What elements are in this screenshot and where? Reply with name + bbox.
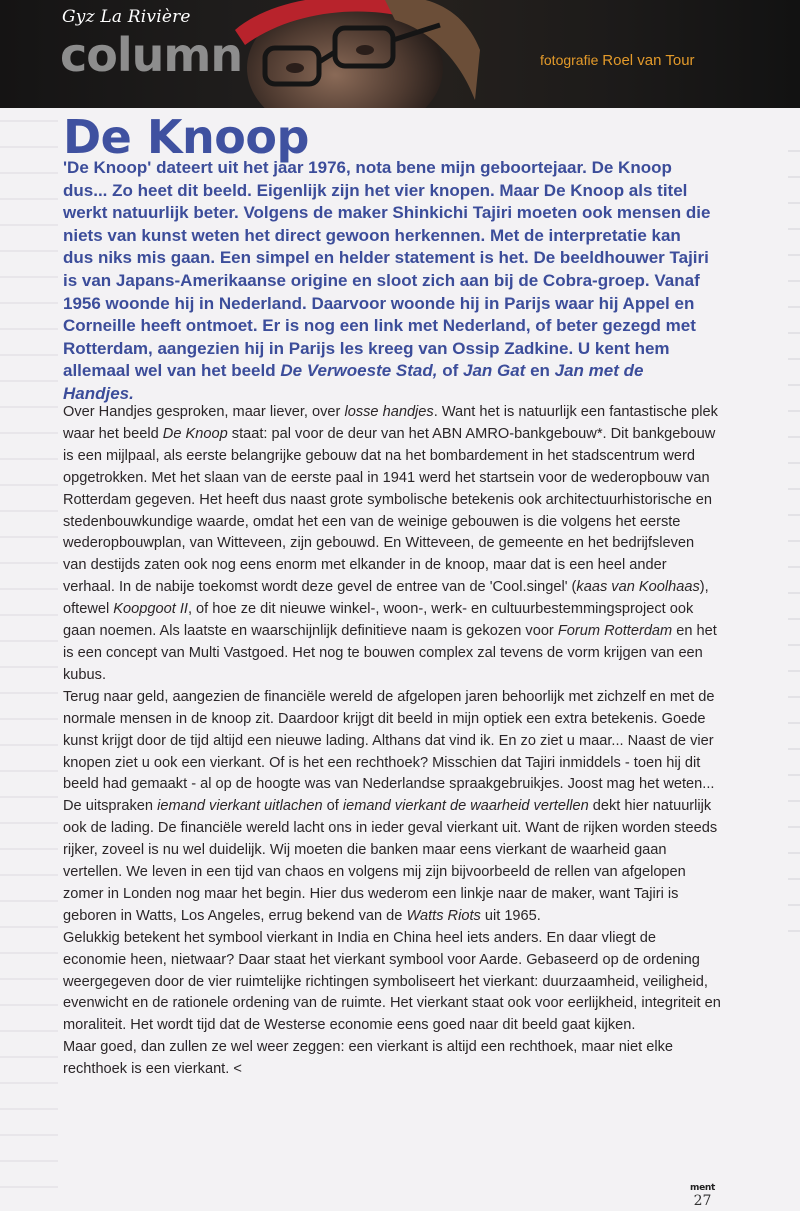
body-italic: iemand vierkant de waarheid vertellen (342, 798, 589, 815)
intro-italic: Jan met de Handjes. (63, 361, 644, 403)
body-paragraph (63, 796, 721, 927)
body-text: uit 1965. (480, 907, 541, 924)
body-text: dekt hier natuurlijk ook de lading. De financiële wereld lacht ons in ieder geval vierkant uit. Want de rijken worden steeds rijker, zoveel is nu wel duidelijk. Wij moeten die banken maar eens vierkant de waarheid gaan vertellen. We leven in een tijd van chaos en volgens mij zijn bijvoorbeeld de rellen van afgelopen zomer in Londen nog maar het begin. Hier dus wederom een linkje naar de maker, want Tajiri is geboren in Watts, Los Angeles, errug bekend van de (63, 798, 718, 924)
body-italic: De Knoop (162, 425, 228, 442)
body-paragraph: Gelukkig betekent het symbool vierkant in India en China heel iets anders. En daar vliegt de economie heen, nietwaar? Daar staat het vierkant symbool voor Aarde. Gebaseerd op de ordening weergegeven door de vier ruimtelijke richtingen symboliseert het vierkant: duurzaamheid, veiligheid, evenwicht en de rationele ordening van de ruimte. Het vierkant staat ook voor eerlijkheid, integriteit en moraliteit. Het wordt tijd dat de Westerse economie eens goed naar dit beeld gaat kijken. (63, 929, 721, 1034)
body-text: staat: pal voor de deur van het ABN AMRO-bankgebouw*. Dit bankgebouw is een mijlpaal, als eerste belangrijke gebouw dat na het bombardement in het stadscentrum werd opgetrokken. Met het slaan van de eerste paal in 1941 werd het startsein voor de wederopbouw van Rotterdam gegeven. Het heeft dus naast grote symbolische betekenis ook architectuurhistorische en stedenbouwkundige waarde, omdat het een van de weinige gebouwen is die volgens het eerste wederopbouwplan, van Witteveen, zijn gebouwd. En Witteveen, de gemeente en het bedrijfsleven van destijds zaten ook nog eens enorm met elkander in de knoop, maar dat is een heel ander verhaal. In de nabije toekomst wordt deze gevel de entree van de 'Cool.singel' ( (63, 425, 716, 596)
page-folio (690, 1184, 715, 1208)
body-italic: Forum Rotterdam (557, 623, 673, 640)
intro-text: en (525, 361, 555, 381)
page-number: 27 (693, 1193, 712, 1209)
portrait-photo-icon (225, 0, 485, 108)
photographer-name: Roel van Tour (602, 52, 695, 69)
body-text: De uitspraken (63, 798, 158, 815)
column-header (0, 0, 800, 108)
article-intro (63, 157, 713, 406)
body-paragraph: Maar goed, dan zullen ze wel weer zeggen: een vierkant is altijd een rechthoek, maar niet elke rechthoek is een vierkant. < (63, 1039, 674, 1078)
body-italic: losse handjes (344, 404, 434, 420)
body-paragraph (63, 402, 721, 687)
body-italic: Koopgoot II (113, 601, 188, 618)
body-italic: Watts Riots (406, 907, 481, 924)
body-paragraph: Terug naar geld, aangezien de financiële wereld de afgelopen jaren behoorlijk met zichzelf en met de normale mensen in de knoop zit. Daardoor krijgt dit beeld in mijn optiek een extra betekenis. Goede kunst krijgt door de tijd altijd een nieuwe lading. Althans dat vind ik. En zo ziet u maar... Naast de vier knopen ziet u ook een vierkant. Of is het een rechthoek? Misschien dat Tajiri inmiddels - toen hij dit beeld had gemaakt - al op de hoogte was van Nederlandse spraakgebruikjes. Joost mag het weten... (63, 688, 715, 793)
photo-credit-prefix: fotografie (540, 52, 599, 68)
article-body (63, 402, 721, 1081)
section-label: column (60, 28, 243, 82)
body-text: . Want het is natuurlijk een fantastische plek waar het beeld (63, 404, 718, 442)
body-text: en het is een concept van Multi Vastgoed. Het nog te bouwen complex zal tevens de vorm krijgen van een kubus. (63, 623, 717, 683)
author-name: Gyz La Rivière (62, 7, 191, 27)
photo-credit (540, 52, 695, 69)
body-text: ), oftewel (63, 579, 709, 618)
body-text: of (322, 798, 343, 815)
article-title: De Knoop (63, 110, 309, 164)
body-italic: iemand vierkant uitlachen (157, 798, 323, 815)
intro-italic: Jan Gat (462, 361, 526, 381)
body-text: , of hoe ze dit nieuwe winkel-, woon-, werk- en cultuurbestemmingsproject ook gaan noemen. Als laatste en waarschijnlijk definitieve naam is gekozen voor (63, 601, 694, 640)
magazine-logo: ment (690, 1183, 715, 1193)
page-bleed-through (0, 120, 58, 1211)
body-text: Over Handjes gesproken, maar liever, over (63, 404, 345, 420)
intro-text: 'De Knoop' dateert uit het jaar 1976, nota bene mijn geboortejaar. De Knoop dus... Zo heet dit beeld. Eigenlijk zijn het vier knopen. Maar De Knoop als titel werkt natuurlijk beter. Volgens de maker Shinkichi Tajiri moeten ook mensen die niets van kunst weten het direct gewoon herkennen. Met de interpretatie kan dus niks mis gaan. Een simpel en helder statement is het. De beeldhouwer Tajiri is van Japans-Amerikaanse origine en sloot zich aan bij de Cobra-groep. Vanaf 1956 woonde hij in Nederland. Daarvoor woonde hij in Parijs waar hij Appel en Corneille heeft ontmoet. Er is nog een link met Nederland, of beter gezegd met Rotterdam, aangezien hij in Parijs les kreeg van Ossip Zadkine. U kent hem allemaal wel van het beeld (63, 158, 711, 381)
intro-italic: De Verwoeste Stad, (280, 361, 438, 381)
intro-text: of (437, 361, 463, 381)
page-bleed-through-right (788, 150, 800, 950)
body-italic: kaas van Koolhaas (576, 579, 700, 596)
